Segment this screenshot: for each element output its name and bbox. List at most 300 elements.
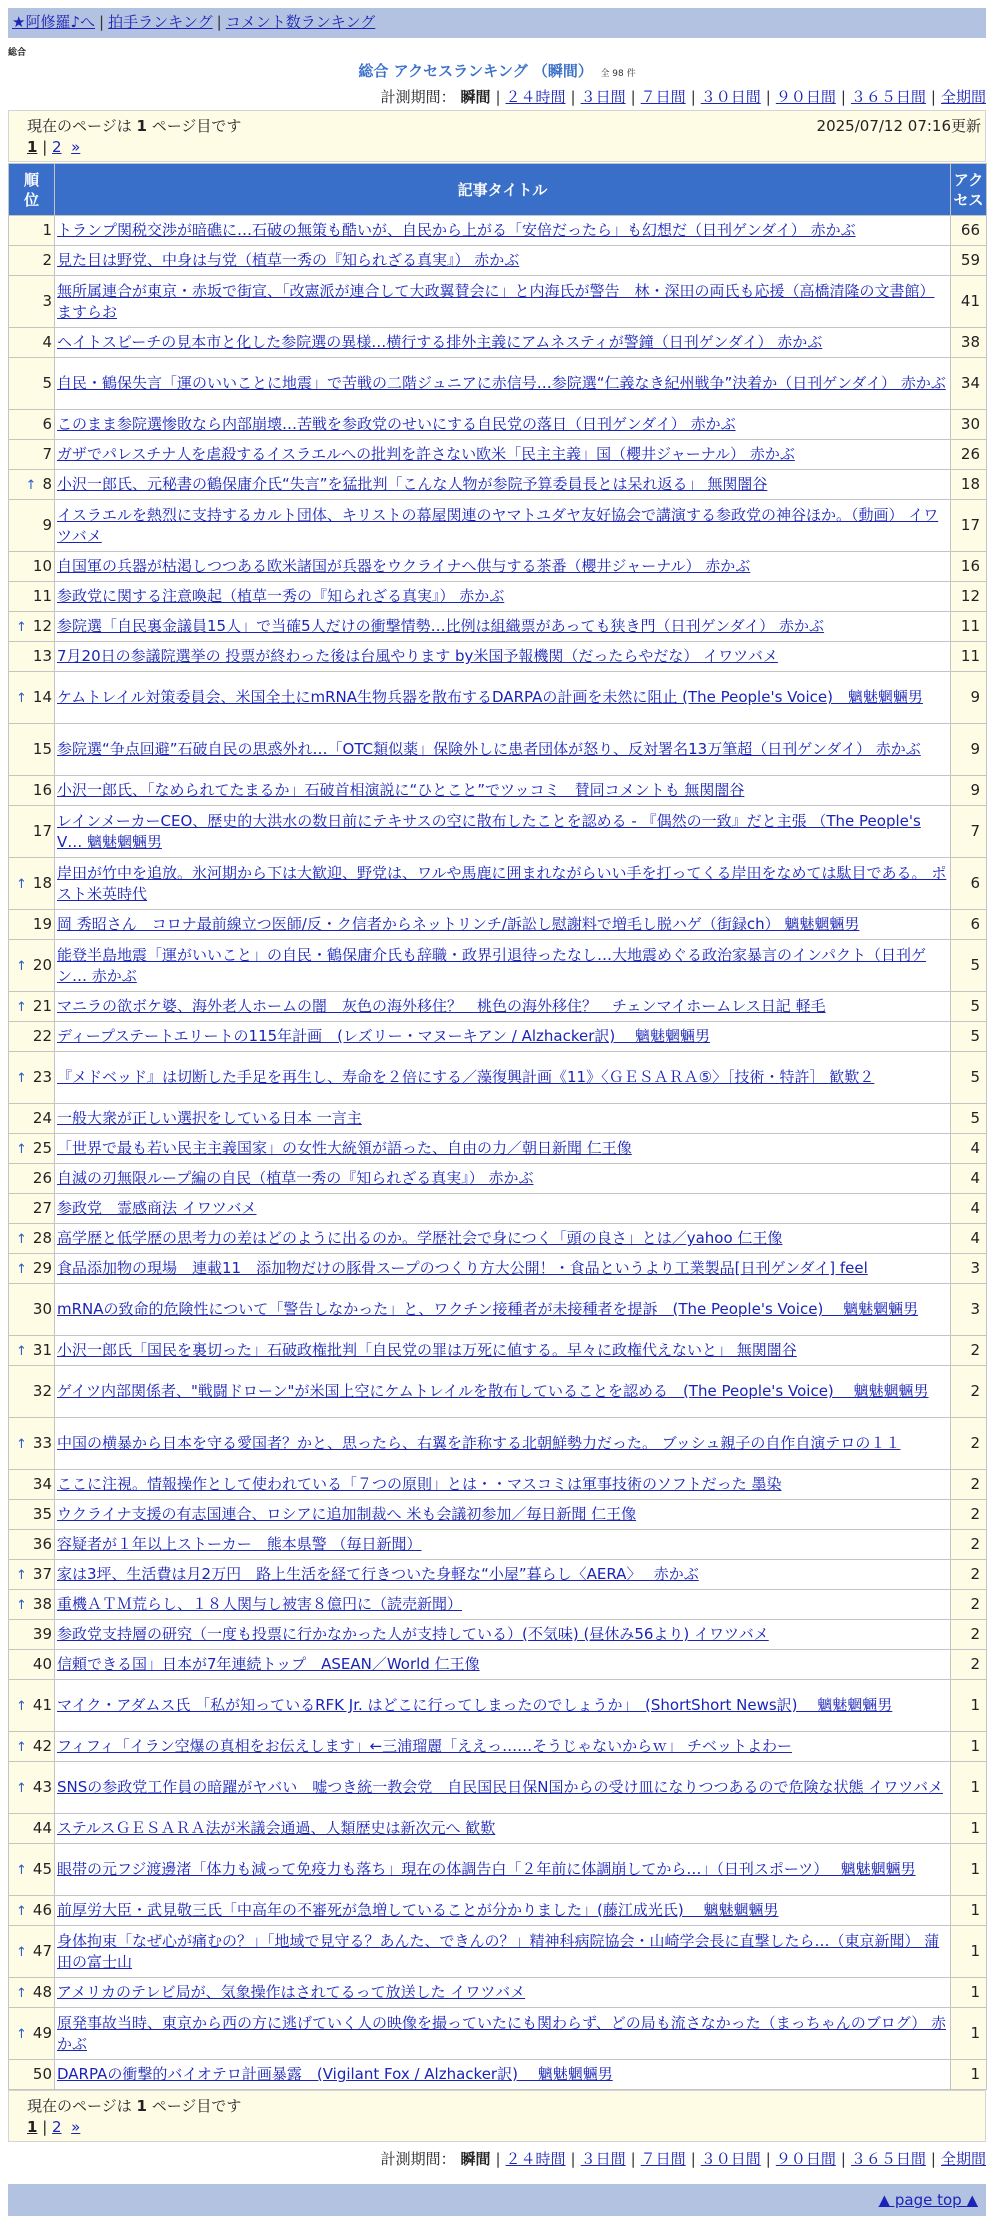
rank-up-arrow-icon: ↑ bbox=[16, 1436, 27, 1452]
rank-cell bbox=[9, 358, 55, 410]
table-row bbox=[9, 1926, 987, 1978]
rank-number: 44 bbox=[32, 1819, 52, 1837]
title-cell bbox=[55, 1104, 951, 1134]
rank-cell bbox=[9, 776, 55, 806]
article-title-link[interactable]: トランプ関税交渉が暗礁に…石破の無策も酷いが、自民から上がる「安倍だったら」も幻想だ（日刊ゲンダイ） 赤かぶ bbox=[57, 221, 856, 239]
footer-bar bbox=[8, 2184, 986, 2216]
rank-number: 12 bbox=[32, 616, 52, 635]
table-row bbox=[9, 410, 987, 440]
article-title-link[interactable]: 食品添加物の現場 連載11 添加物だけの豚骨スープのつくり方大公開！・食品というより工業製品[日刊ゲンダイ] feel bbox=[57, 1259, 868, 1277]
table-row bbox=[9, 1680, 987, 1732]
table-row bbox=[9, 582, 987, 612]
article-title-link[interactable]: 自国軍の兵器が枯渇しつつある欧米諸国が兵器をウクライナへ供与する茶番（櫻井ジャーナル） 赤かぶ bbox=[57, 557, 751, 575]
rank-number: 22 bbox=[32, 1027, 52, 1045]
rank-cell bbox=[9, 1650, 55, 1680]
comment-ranking-link[interactable]: コメント数ランキング bbox=[225, 13, 376, 31]
table-row bbox=[9, 328, 987, 358]
rank-number: 24 bbox=[32, 1109, 52, 1127]
article-title-link[interactable]: 参政党に関する注意喚起（植草一秀の『知られざる真実』） 赤かぶ bbox=[57, 587, 505, 605]
access-count: 2 bbox=[951, 1620, 987, 1650]
access-count: 1 bbox=[951, 1844, 987, 1896]
pager-top bbox=[8, 110, 986, 162]
article-title-link[interactable]: レインメーカーCEO、歴史的大洪水の数日前にテキサスの空に散布したことを認める - 『偶然の一致』だと主張 （The People's V… 魑魅魍魎男 bbox=[57, 811, 921, 851]
access-count: 1 bbox=[951, 1926, 987, 1978]
top-navigation: ★阿修羅♪へ | 拍手ランキング | コメント数ランキング bbox=[8, 8, 986, 38]
access-count: 17 bbox=[951, 500, 987, 552]
article-title-link[interactable]: 小沢一郎氏「国民を裏切った」石破政権批判「自民党の罪は万死に値する。早々に政権代えないと」 無関闇谷 bbox=[57, 1341, 797, 1359]
table-row bbox=[9, 806, 987, 858]
rank-number: 29 bbox=[32, 1258, 52, 1277]
title-cell bbox=[55, 2060, 951, 2090]
article-title-link[interactable]: 7月20日の参議院選挙の 投票が終わった後は台風やります by米国予報機関（だったらやだな） イワツバメ bbox=[57, 647, 778, 665]
rank-number: 33 bbox=[32, 1433, 52, 1452]
rank-up-arrow-icon: ↑ bbox=[16, 1343, 27, 1359]
rank-number: 17 bbox=[32, 822, 52, 840]
rank-number: 19 bbox=[32, 915, 52, 933]
rank-cell bbox=[9, 1336, 55, 1366]
access-count: 9 bbox=[951, 776, 987, 806]
table-row bbox=[9, 1732, 987, 1762]
access-count: 11 bbox=[951, 642, 987, 672]
article-title-link[interactable]: アメリカのテレビ局が、気象操作はされてるって放送した イワツバメ bbox=[57, 1983, 526, 2001]
title-cell bbox=[55, 2008, 951, 2060]
rank-number: 8 bbox=[42, 474, 52, 493]
table-row bbox=[9, 1418, 987, 1470]
rank-cell bbox=[9, 940, 55, 992]
access-count: 2 bbox=[951, 1530, 987, 1560]
page-info-number: 1 bbox=[136, 117, 147, 135]
rank-up-arrow-icon: ↑ bbox=[16, 1070, 27, 1086]
article-title-link[interactable]: 容疑者が１年以上ストーカー 熊本県警 （毎日新聞） bbox=[57, 1535, 422, 1553]
title-cell bbox=[55, 1590, 951, 1620]
article-title-link[interactable]: ケムトレイル対策委員会、米国全土にmRNA生物兵器を散布するDARPAの計画を未然に阻止 (The People's Voice) 魑魅魍魎男 bbox=[57, 688, 923, 706]
rank-number: 43 bbox=[32, 1777, 52, 1796]
title-cell bbox=[55, 582, 951, 612]
period-all-link[interactable]: 全期間 bbox=[940, 88, 986, 106]
period-90d-link[interactable]: ９０日間 bbox=[775, 2150, 836, 2168]
title-cell bbox=[55, 910, 951, 940]
rank-cell bbox=[9, 1164, 55, 1194]
title-cell bbox=[55, 1366, 951, 1418]
access-count: 2 bbox=[951, 1500, 987, 1530]
rank-cell bbox=[9, 216, 55, 246]
page-top-link[interactable]: ▲ page top ▲ bbox=[878, 2191, 978, 2209]
rank-cell bbox=[9, 992, 55, 1022]
title-cell bbox=[55, 1164, 951, 1194]
rank-cell bbox=[9, 1254, 55, 1284]
article-title-link[interactable]: ここに注視。情報操作として使われている「７つの原則」とは・・マスコミは軍事技術のソフトだった 墨染 bbox=[57, 1475, 782, 1493]
access-count: 41 bbox=[951, 276, 987, 328]
access-count: 2 bbox=[951, 1560, 987, 1590]
table-row bbox=[9, 2008, 987, 2060]
access-count: 9 bbox=[951, 724, 987, 776]
period-90d-link[interactable]: ９０日間 bbox=[775, 88, 836, 106]
rank-cell bbox=[9, 1680, 55, 1732]
table-row bbox=[9, 642, 987, 672]
title-cell bbox=[55, 246, 951, 276]
access-count: 1 bbox=[951, 1762, 987, 1814]
table-row bbox=[9, 1134, 987, 1164]
article-title-link[interactable]: このまま参院選惨敗なら内部崩壊…苦戦を参政党のせいにする自民党の落日（日刊ゲンダイ） 赤かぶ bbox=[57, 415, 736, 433]
table-row bbox=[9, 940, 987, 992]
access-count: 12 bbox=[951, 582, 987, 612]
rank-up-arrow-icon: ↑ bbox=[16, 1780, 27, 1796]
title-cell bbox=[55, 276, 951, 328]
rank-up-arrow-icon: ↑ bbox=[16, 1261, 27, 1277]
rank-cell bbox=[9, 1560, 55, 1590]
title-cell bbox=[55, 1814, 951, 1844]
rank-number: 4 bbox=[42, 333, 52, 351]
next-page-link[interactable]: » bbox=[71, 138, 81, 156]
article-title-link[interactable]: ヘイトスピーチの見本市と化した参院選の異様…横行する排外主義にアムネスティが警鐘（日刊ゲンダイ） 赤かぶ bbox=[57, 333, 823, 351]
table-row bbox=[9, 552, 987, 582]
access-count: 1 bbox=[951, 1680, 987, 1732]
rank-number: 28 bbox=[32, 1228, 52, 1247]
access-column-header: アクセス bbox=[951, 164, 987, 216]
table-row bbox=[9, 1500, 987, 1530]
title-cell bbox=[55, 992, 951, 1022]
period-all-link[interactable]: 全期間 bbox=[940, 2150, 986, 2168]
rank-number: 37 bbox=[32, 1564, 52, 1583]
rank-number: 20 bbox=[32, 955, 52, 974]
article-title-link[interactable]: 岡 秀昭さん コロナ最前線立つ医師/反・ク信者からネットリンチ/訴訟し慰謝料で増毛し脱ハゲ（街録ch） 魑魅魍魎男 bbox=[57, 915, 860, 933]
article-title-link[interactable]: 無所属連合が東京・赤坂で街宣、「改憲派が連合して大政翼賛会に」と内海氏が警告 林・深田の両氏も応援（高橋清隆の文書館） ますらお bbox=[57, 281, 935, 321]
title-cell bbox=[55, 552, 951, 582]
period-24h-link[interactable]: ２４時間 bbox=[505, 88, 566, 106]
access-count: 2 bbox=[951, 1650, 987, 1680]
ranking-table bbox=[8, 163, 987, 2090]
article-title-link[interactable]: マイク・アダムス氏 「私が知っているRFK Jr. はどこに行ってしまったのでしょうか」 (ShortShort News訳) 魑魅魍魎男 bbox=[57, 1696, 893, 1714]
rank-cell bbox=[9, 1590, 55, 1620]
rank-number: 9 bbox=[42, 516, 52, 534]
article-title-link[interactable]: 見た目は野党、中身は与党（植草一秀の『知られざる真実』） 赤かぶ bbox=[57, 251, 520, 269]
article-title-link[interactable]: マニラの欲ボケ婆、海外老人ホームの闇 灰色の海外移住？ 桃色の海外移住？ チェンマイホームレス日記 軽毛 bbox=[57, 997, 826, 1015]
period-current: 瞬間 bbox=[460, 2150, 491, 2168]
page-2-link[interactable]: 2 bbox=[52, 138, 62, 156]
article-title-link[interactable]: 参院選「自民裏金議員15人」で当確5人だけの衝撃情勢…比例は組織票があっても狭き門（日刊ゲンダイ） 赤かぶ bbox=[57, 617, 825, 635]
access-count: 38 bbox=[951, 328, 987, 358]
table-row bbox=[9, 724, 987, 776]
rank-up-arrow-icon: ↑ bbox=[16, 1944, 27, 1960]
rank-cell bbox=[9, 1418, 55, 1470]
access-count: 2 bbox=[951, 1470, 987, 1500]
title-cell bbox=[55, 1022, 951, 1052]
title-cell bbox=[55, 1194, 951, 1224]
period-3d-link[interactable]: ３日間 bbox=[580, 2150, 626, 2168]
rank-up-arrow-icon: ↑ bbox=[16, 1739, 27, 1755]
article-title-link[interactable]: 能登半島地震「運がいいこと」の自民・鶴保庸介氏も辞職・政界引退待ったなし…大地震めぐる政治家暴言のインパクト（日刊ゲン… 赤かぶ bbox=[57, 945, 926, 985]
title-cell bbox=[55, 440, 951, 470]
title-cell bbox=[55, 858, 951, 910]
table-row bbox=[9, 1470, 987, 1500]
access-count: 2 bbox=[951, 1366, 987, 1418]
rank-cell bbox=[9, 1530, 55, 1560]
article-title-link[interactable]: イスラエルを熱烈に支持するカルト団体、キリストの幕屋関連のヤマトユダヤ友好協会で講演する参政党の神谷ほか。（動画） イワツバメ bbox=[57, 505, 939, 545]
access-count: 3 bbox=[951, 1254, 987, 1284]
page-2-link[interactable]: 2 bbox=[52, 2118, 62, 2136]
title-cell bbox=[55, 1926, 951, 1978]
page-info-prefix: 現在のページは bbox=[27, 117, 132, 135]
rank-cell bbox=[9, 1470, 55, 1500]
rank-number: 7 bbox=[42, 445, 52, 463]
title-cell bbox=[55, 806, 951, 858]
title-cell bbox=[55, 1500, 951, 1530]
rank-cell bbox=[9, 1844, 55, 1896]
article-title-link[interactable]: ディープステートエリートの115年計画 (レズリー・マヌーキアン / Alzhacker訳) 魑魅魍魎男 bbox=[57, 1027, 710, 1045]
access-count: 6 bbox=[951, 910, 987, 940]
title-cell bbox=[55, 672, 951, 724]
rank-up-arrow-icon: ↑ bbox=[16, 1567, 27, 1583]
article-title-link[interactable]: 前厚労大臣・武見敬三氏「中高年の不審死が急増していることが分かりました」(藤江成光氏) 魑魅魍魎男 bbox=[57, 1901, 779, 1919]
table-row bbox=[9, 992, 987, 1022]
page-info bbox=[27, 115, 241, 136]
title-cell bbox=[55, 328, 951, 358]
access-count: 1 bbox=[951, 1896, 987, 1926]
rank-number: 2 bbox=[42, 251, 52, 269]
article-title-link[interactable]: 家は3坪、生活費は月2万円 路上生活を経て行きついた身軽な“小屋”暮らし〈AERA〉 赤かぶ bbox=[57, 1565, 699, 1583]
title-cell bbox=[55, 776, 951, 806]
title-cell bbox=[55, 1680, 951, 1732]
table-row bbox=[9, 246, 987, 276]
article-title-link[interactable]: 参院選“争点回避”石破自民の思惑外れ…「OTC類似薬」保険外しに患者団体が怒り、反対署名13万筆超（日刊ゲンダイ） 赤かぶ bbox=[57, 740, 921, 758]
item-count: 全 98 件 bbox=[600, 69, 636, 79]
access-count: 18 bbox=[951, 470, 987, 500]
article-title-link[interactable]: 中国の横暴から日本を守る愛国者？かと、思ったら、右翼を詐称する北朝鮮勢力だった。 ブッシュ親子の自作自演テロの１１ bbox=[57, 1434, 901, 1452]
article-title-link[interactable]: 原発事故当時、東京から西の方に逃げていく人の映像を撮っていたにも関わらず、どの局も流さなかった（まっちゃんのブログ） 赤かぶ bbox=[57, 2013, 947, 2053]
article-title-link[interactable]: 重機ＡＴＭ荒らし、１８人関与し被害８億円に（読売新聞） bbox=[57, 1595, 463, 1613]
article-title-link[interactable]: SNSの参政党工作員の暗躍がヤバい 嘘つき統一教会党 自民国民日保N国からの受け皿になりつつあるので危険な状態 イワツバメ bbox=[57, 1778, 943, 1796]
page-title-text: 総合 アクセスランキング （瞬間） bbox=[358, 62, 586, 80]
title-cell bbox=[55, 1620, 951, 1650]
period-7d-link[interactable]: ７日間 bbox=[640, 88, 686, 106]
access-count: 34 bbox=[951, 358, 987, 410]
rank-up-arrow-icon: ↑ bbox=[16, 1231, 27, 1247]
access-count: 1 bbox=[951, 2060, 987, 2090]
rank-number: 6 bbox=[42, 415, 52, 433]
article-title-link[interactable]: ステルスＧＥＳＡＲＡ法が米議会通過、人類歴史は新次元へ 歓歎 bbox=[57, 1819, 496, 1837]
period-30d-link[interactable]: ３０日間 bbox=[700, 2150, 761, 2168]
access-count: 2 bbox=[951, 1336, 987, 1366]
rank-number: 18 bbox=[32, 873, 52, 892]
article-title-link[interactable]: 小沢一郎氏、「なめられてたまるか」石破首相演説に“ひとこと”でツッコミ 賛同コメントも 無関闇谷 bbox=[57, 781, 745, 799]
article-title-link[interactable]: 高学歴と低学歴の思考力の差はどのように出るのか。学歴社会で身につく「頭の良さ」とは／yahoo 仁王像 bbox=[57, 1229, 783, 1247]
home-link[interactable]: ★阿修羅♪へ bbox=[12, 13, 96, 31]
page-title bbox=[0, 60, 994, 81]
period-24h-link[interactable]: ２４時間 bbox=[505, 2150, 566, 2168]
rank-cell bbox=[9, 858, 55, 910]
rank-up-arrow-icon: ↑ bbox=[25, 477, 37, 493]
rank-cell bbox=[9, 276, 55, 328]
rank-cell bbox=[9, 910, 55, 940]
title-cell bbox=[55, 1284, 951, 1336]
rank-cell bbox=[9, 724, 55, 776]
rank-number: 47 bbox=[32, 1941, 52, 1960]
table-row bbox=[9, 470, 987, 500]
period-30d-link[interactable]: ３０日間 bbox=[700, 88, 761, 106]
article-title-link[interactable]: 身体拘束「なぜ心が痛むの？」「地域で見守る？あんた、できんの？」精神科病院協会・山崎学会長に直撃したら…（東京新聞） 蒲田の富士山 bbox=[57, 1931, 940, 1971]
rank-number: 1 bbox=[42, 221, 52, 239]
title-cell bbox=[55, 470, 951, 500]
period-selector-top: 計測期間： 瞬間 | ２４時間 | ３日間 | ７日間 | ３０日間 | ９０日間 | ３６５日間 | 全期間 bbox=[380, 88, 986, 106]
updated-time: 2025/07/12 07:16更新 bbox=[816, 117, 981, 135]
access-count: 2 bbox=[951, 1590, 987, 1620]
rank-number: 50 bbox=[32, 2065, 52, 2083]
access-count: 5 bbox=[951, 1104, 987, 1134]
title-cell bbox=[55, 1134, 951, 1164]
rank-cell bbox=[9, 246, 55, 276]
rank-number: 15 bbox=[32, 740, 52, 758]
access-count: 7 bbox=[951, 806, 987, 858]
page-1-current: 1 bbox=[27, 2118, 38, 2136]
article-title-link[interactable]: 信頼できる国」日本が7年連続トップ ASEAN／World 仁王像 bbox=[57, 1655, 480, 1673]
article-title-link[interactable]: ゲイツ内部関係者、"戦闘ドローン"が米国上空にケムトレイルを散布していることを認める (The People's Voice) 魑魅魍魎男 bbox=[57, 1382, 929, 1400]
table-row bbox=[9, 1224, 987, 1254]
rank-cell bbox=[9, 1104, 55, 1134]
rank-number: 13 bbox=[32, 647, 52, 665]
table-row bbox=[9, 1104, 987, 1134]
article-title-link[interactable]: DARPAの衝撃的バイオテロ計画暴露 (Vigilant Fox / Alzhacker訳) 魑魅魍魎男 bbox=[57, 2065, 613, 2083]
article-title-link[interactable]: 参政党支持層の研究（一度も投票に行かなかった人が支持している）(不気味) (昼休み56より) イワツバメ bbox=[57, 1625, 769, 1643]
article-title-link[interactable]: 自滅の刃無限ループ編の自民（植草一秀の『知られざる真実』） 赤かぶ bbox=[57, 1169, 534, 1187]
period-label: 計測期間： bbox=[380, 88, 456, 106]
rank-number: 45 bbox=[32, 1859, 52, 1878]
rank-cell bbox=[9, 612, 55, 642]
rank-cell bbox=[9, 328, 55, 358]
rank-number: 27 bbox=[32, 1199, 52, 1217]
table-row bbox=[9, 440, 987, 470]
title-cell bbox=[55, 500, 951, 552]
article-title-link[interactable]: ガザでパレスチナ人を虐殺するイスラエルへの批判を許さない欧米「民主主義」国（櫻井ジャーナル） 赤かぶ bbox=[57, 445, 795, 463]
access-count: 4 bbox=[951, 1134, 987, 1164]
rank-cell bbox=[9, 1366, 55, 1418]
article-title-link[interactable]: 岸田が竹中を追放。氷河期から下は大歓迎、野党は、ワルや馬鹿に囲まれながらいい手を打ってくる岸田をなめては駄目である。 ポスト米英時代 bbox=[57, 863, 947, 903]
period-365d-link[interactable]: ３６５日間 bbox=[850, 88, 926, 106]
title-cell bbox=[55, 1418, 951, 1470]
table-row bbox=[9, 776, 987, 806]
rank-number: 36 bbox=[32, 1535, 52, 1553]
rank-number: 48 bbox=[32, 1982, 52, 2001]
rank-number: 5 bbox=[42, 374, 52, 392]
page-info-suffix: ページ目です bbox=[151, 117, 242, 135]
clap-ranking-link[interactable]: 拍手ランキング bbox=[108, 13, 213, 31]
title-cell bbox=[55, 724, 951, 776]
rank-cell bbox=[9, 672, 55, 724]
access-count: 4 bbox=[951, 1224, 987, 1254]
access-count: 1 bbox=[951, 1814, 987, 1844]
title-cell bbox=[55, 1052, 951, 1104]
table-row bbox=[9, 500, 987, 552]
rank-number: 42 bbox=[32, 1736, 52, 1755]
table-row bbox=[9, 910, 987, 940]
page-1-current: 1 bbox=[27, 138, 38, 156]
period-current: 瞬間 bbox=[460, 88, 491, 106]
title-cell bbox=[55, 216, 951, 246]
access-count: 30 bbox=[951, 410, 987, 440]
rank-cell bbox=[9, 2060, 55, 2090]
pagination: 1 | 2 » bbox=[27, 138, 81, 156]
article-title-link[interactable]: mRNAの致命的危険性について「警告しなかった」と、ワクチン接種者が未接種者を提訴 (The People's Voice) 魑魅魍魎男 bbox=[57, 1300, 919, 1318]
rank-cell bbox=[9, 1052, 55, 1104]
article-title-link[interactable]: 自民・鶴保失言「運のいいことに地震」で苦戦の二階ジュニアに赤信号…参院選“仁義なき紀州戦争”決着か（日刊ゲンダイ） 赤かぶ bbox=[57, 374, 946, 392]
rank-cell bbox=[9, 582, 55, 612]
article-title-link[interactable]: ウクライナ支援の有志国連合、ロシアに追加制裁へ 米も会議初参加／毎日新聞 仁王像 bbox=[57, 1505, 637, 1523]
rank-number: 25 bbox=[32, 1138, 52, 1157]
rank-number: 26 bbox=[32, 1169, 52, 1187]
title-column-header: 記事タイトル bbox=[55, 164, 951, 216]
article-title-link[interactable]: フィフィ「イラン空爆の真相をお伝えします」←三浦瑠麗「ええっ……そうじゃないからｗ」 チベットよわー bbox=[57, 1737, 792, 1755]
title-cell bbox=[55, 358, 951, 410]
rank-cell bbox=[9, 1814, 55, 1844]
category-label: 総合 bbox=[8, 48, 27, 58]
table-row bbox=[9, 1896, 987, 1926]
rank-number: 34 bbox=[32, 1475, 52, 1493]
period-7d-link[interactable]: ７日間 bbox=[640, 2150, 686, 2168]
access-count: 1 bbox=[951, 2008, 987, 2060]
access-count: 5 bbox=[951, 992, 987, 1022]
rank-number: 30 bbox=[32, 1300, 52, 1318]
table-row bbox=[9, 1284, 987, 1336]
table-row bbox=[9, 2060, 987, 2090]
rank-cell bbox=[9, 552, 55, 582]
rank-cell bbox=[9, 1978, 55, 2008]
period-3d-link[interactable]: ３日間 bbox=[580, 88, 626, 106]
table-row bbox=[9, 1530, 987, 1560]
rank-up-arrow-icon: ↑ bbox=[16, 1985, 27, 2001]
title-cell bbox=[55, 1896, 951, 1926]
title-cell bbox=[55, 1650, 951, 1680]
rank-cell bbox=[9, 806, 55, 858]
period-365d-link[interactable]: ３６５日間 bbox=[850, 2150, 926, 2168]
rank-cell bbox=[9, 500, 55, 552]
rank-cell bbox=[9, 1762, 55, 1814]
rank-up-arrow-icon: ↑ bbox=[16, 1862, 27, 1878]
page-info-prefix: 現在のページは bbox=[27, 2097, 132, 2115]
access-count: 4 bbox=[951, 1164, 987, 1194]
table-row bbox=[9, 672, 987, 724]
article-title-link[interactable]: 『メドベッド』は切断した手足を再生し、寿命を２倍にする／藻復興計画《11》〈ＧＥＳＡＲＡ⑤〉［技術・特許］ 歓歎２ bbox=[57, 1068, 875, 1086]
title-cell bbox=[55, 1762, 951, 1814]
period-selector-bottom: 計測期間： 瞬間 | ２４時間 | ３日間 | ７日間 | ３０日間 | ９０日間 | ３６５日間 | 全期間 bbox=[380, 2150, 986, 2168]
article-title-link[interactable]: 小沢一郎氏、元秘書の鶴保庸介氏“失言”を猛批判「こんな人物が参院予算委員長とは呆れ返る」 無関闇谷 bbox=[57, 475, 768, 493]
title-cell bbox=[55, 1978, 951, 2008]
rank-number: 41 bbox=[32, 1695, 52, 1714]
access-count: 5 bbox=[951, 1052, 987, 1104]
article-title-link[interactable]: 参政党 霊感商法 イワツバメ bbox=[57, 1199, 257, 1217]
table-row bbox=[9, 1650, 987, 1680]
rank-up-arrow-icon: ↑ bbox=[16, 876, 27, 892]
title-cell bbox=[55, 1560, 951, 1590]
article-title-link[interactable]: 一般大衆が正しい選択をしている日本 一言主 bbox=[57, 1109, 362, 1127]
access-count: 9 bbox=[951, 672, 987, 724]
rank-number: 46 bbox=[32, 1900, 52, 1919]
rank-cell bbox=[9, 1926, 55, 1978]
article-title-link[interactable]: 「世界で最も若い民主主義国家」の女性大統領が語った、自由の力／朝日新聞 仁王像 bbox=[57, 1139, 632, 1157]
article-title-link[interactable]: 眼帯の元フジ渡邊渚「体力も減って免疫力も落ち」現在の体調告白「２年前に体調崩してから…」（日刊スポーツ） 魑魅魍魎男 bbox=[57, 1860, 916, 1878]
rank-cell bbox=[9, 1224, 55, 1254]
title-cell bbox=[55, 612, 951, 642]
rank-cell bbox=[9, 1284, 55, 1336]
table-row bbox=[9, 1022, 987, 1052]
rank-up-arrow-icon: ↑ bbox=[16, 1698, 27, 1714]
table-row bbox=[9, 1194, 987, 1224]
next-page-link[interactable]: » bbox=[71, 2118, 81, 2136]
table-row bbox=[9, 1560, 987, 1590]
table-row bbox=[9, 1590, 987, 1620]
rank-number: 40 bbox=[32, 1655, 52, 1673]
rank-number: 32 bbox=[32, 1382, 52, 1400]
rank-cell bbox=[9, 1896, 55, 1926]
rank-up-arrow-icon: ↑ bbox=[16, 2026, 27, 2042]
